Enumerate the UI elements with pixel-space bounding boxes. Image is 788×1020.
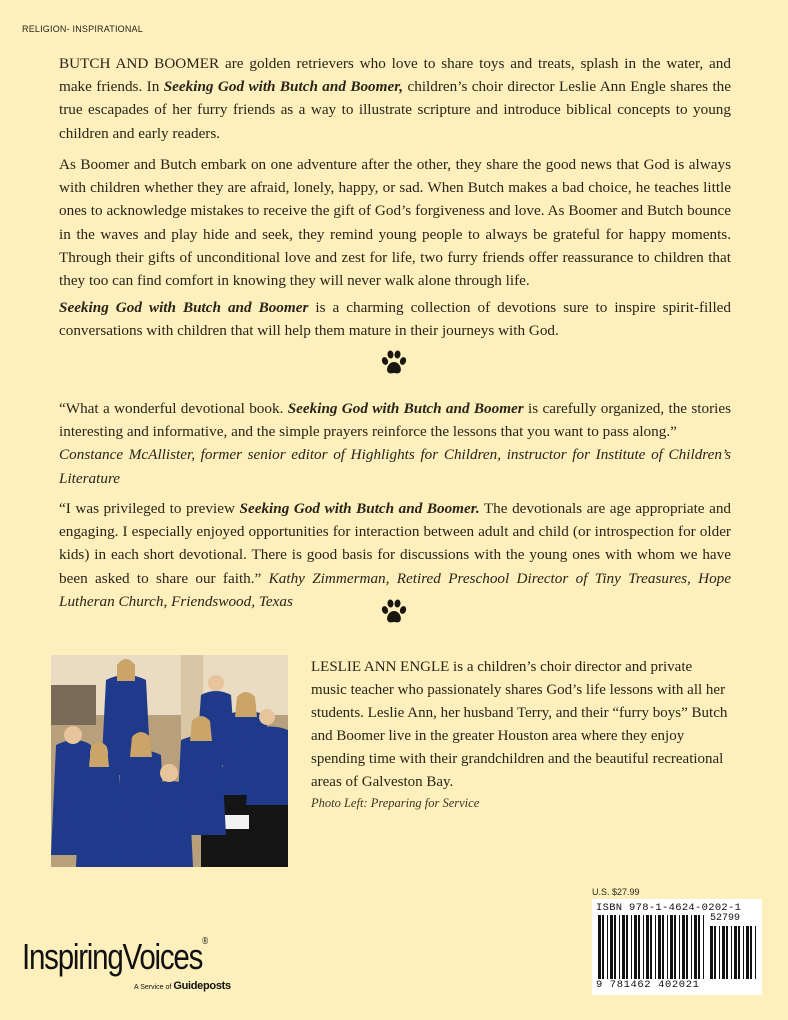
barcode-bar [755,926,756,979]
barcode-bar [679,915,680,979]
p3-rest: is a charming collection of devotions sure to inspire spirit-filled conversations with children that will help them mature in their journeys with God. [59,299,731,340]
barcode-bar [738,926,740,979]
p1-lead: BUTCH AND BOOMER are golden retrievers who love to share toys and treats, splash in the water, and make friends. In [59,55,731,96]
publisher-logo [22,936,242,996]
barcode-bar [646,915,649,979]
barcode-bar [650,915,652,979]
barcode-bar [607,915,608,979]
q1-rest: is carefully organized, the stories interesting and informative, and the simple prayers reinforce the lessons that you want to pass along.” [59,400,732,441]
author-bio: LESLIE ANN ENGLE is a children’s choir director and private music teacher who passionately shares God’s life lessons with all her students. Leslie Ann, her husband Terry, and their “furry boys” Butch and Boomer live in the greater Houston area where they enjoy spending time with their grandchildren and the beautiful recreational areas of Galveston Bay. [311,659,728,790]
endorsement-2-attribution: Kathy Zimmerman, Retired Preschool Director of Tiny Treasures, Hope Lutheran Church, Friendswood, Texas [59,569,732,610]
book-title: Seeking God with Butch and Boomer [59,299,309,316]
barcode-bar [626,915,628,979]
barcode-bar [698,915,700,979]
category-label: RELIGION- INSPIRATIONAL [22,24,143,34]
barcode-bar [731,926,732,979]
description-paragraph-3 [59,296,731,342]
barcode-bar [703,915,704,979]
publisher-name-text: InspiringVoices [22,936,203,977]
choir-photo-illustration [51,655,288,867]
addon-code: 52799 [710,913,741,924]
barcode-bar [719,926,720,979]
barcode-bar [655,915,656,979]
photo-caption: Photo Left: Preparing for Service [311,796,480,810]
publisher-name [22,936,207,978]
publisher-tagline [134,980,231,992]
barcode-bar [746,926,749,979]
barcode-bar [643,915,644,979]
description-paragraph-2: As Boomer and Butch embark on one adventure after the other, they share the good news that God is always with children whether they are afraid, lonely, happy, or sad. When Butch makes a bad choice, he teaches little ones to acknowledge mistakes to receive the gift of God’s forgiveness and love. As Boomer and Butch bounce in the waves and play hide and seek, they remind young people to always be grateful for happy moments. Through their gifts of unconditional love and zest for life, two furry friends offer reassurance to children that they too can find comfort in knowing they will never walk alone through life. [59,156,731,290]
barcode-bar [602,915,604,979]
registered-mark: ® [202,936,207,947]
barcode-bar [710,926,713,979]
barcode-bar [743,926,744,979]
barcode-bar [638,915,640,979]
barcode-bar [726,926,728,979]
barcode-bar [667,915,668,979]
barcode-bar [598,915,601,979]
barcode-bar [682,915,685,979]
isbn-label: ISBN 978-1-4624-0202-1 [596,902,742,914]
book-title: Seeking God with Butch and Boomer [287,400,524,417]
barcode-bar [674,915,676,979]
book-title: Seeking God with Butch and Boomer, [163,78,404,96]
q1-lead: “What a wonderful devotional book. [59,400,288,417]
barcode-bar [722,926,725,979]
barcode-bar [694,915,697,979]
barcode-bar [750,926,752,979]
barcode-bar [686,915,688,979]
barcode-bar [734,926,737,979]
description-paragraph-1 [59,52,731,145]
barcode-bar [622,915,625,979]
tagline-prefix: A Service of [134,984,172,991]
q2-lead: “I was privileged to preview [59,500,240,517]
paw-print-icon [380,349,408,377]
price-label: U.S. $27.99 [592,887,640,897]
endorsement-1 [59,397,731,490]
barcode-bar [619,915,620,979]
barcode-bar [658,915,661,979]
paw-print-icon [380,598,408,626]
isbn-barcode [592,899,762,995]
barcode-bar [634,915,637,979]
barcode-bar [714,926,716,979]
p1-rest: children’s choir director Leslie Ann Engle shares the true escapades of her furry friends as a way to illustrate scripture and introduce biblical concepts to young children and early readers. [59,78,731,142]
barcode-bar [614,915,616,979]
barcode-bar [670,915,673,979]
book-title: Seeking God with Butch and Boomer. [239,500,480,517]
barcode-bar [610,915,613,979]
parent-publisher: Guideposts [173,980,231,992]
barcode-bar [631,915,632,979]
ean-digits: 9 781462 402021 [596,979,700,991]
endorsement-1-attribution: Constance McAllister, former senior editor of Highlights for Children, instructor for Institute of Children’s Literature [59,446,731,487]
endorsement-2 [59,497,731,613]
barcode-bar [662,915,664,979]
barcode-bar [691,915,692,979]
author-photo [51,655,288,867]
q2-rest: The devotionals are age appropriate and engaging. I especially enjoyed opportunities for interaction between adult and child (or introspection for older kids) in each short devotional. There is good basis for discussions with the young ones with whom we have been asked to share our faith.” [59,500,732,587]
